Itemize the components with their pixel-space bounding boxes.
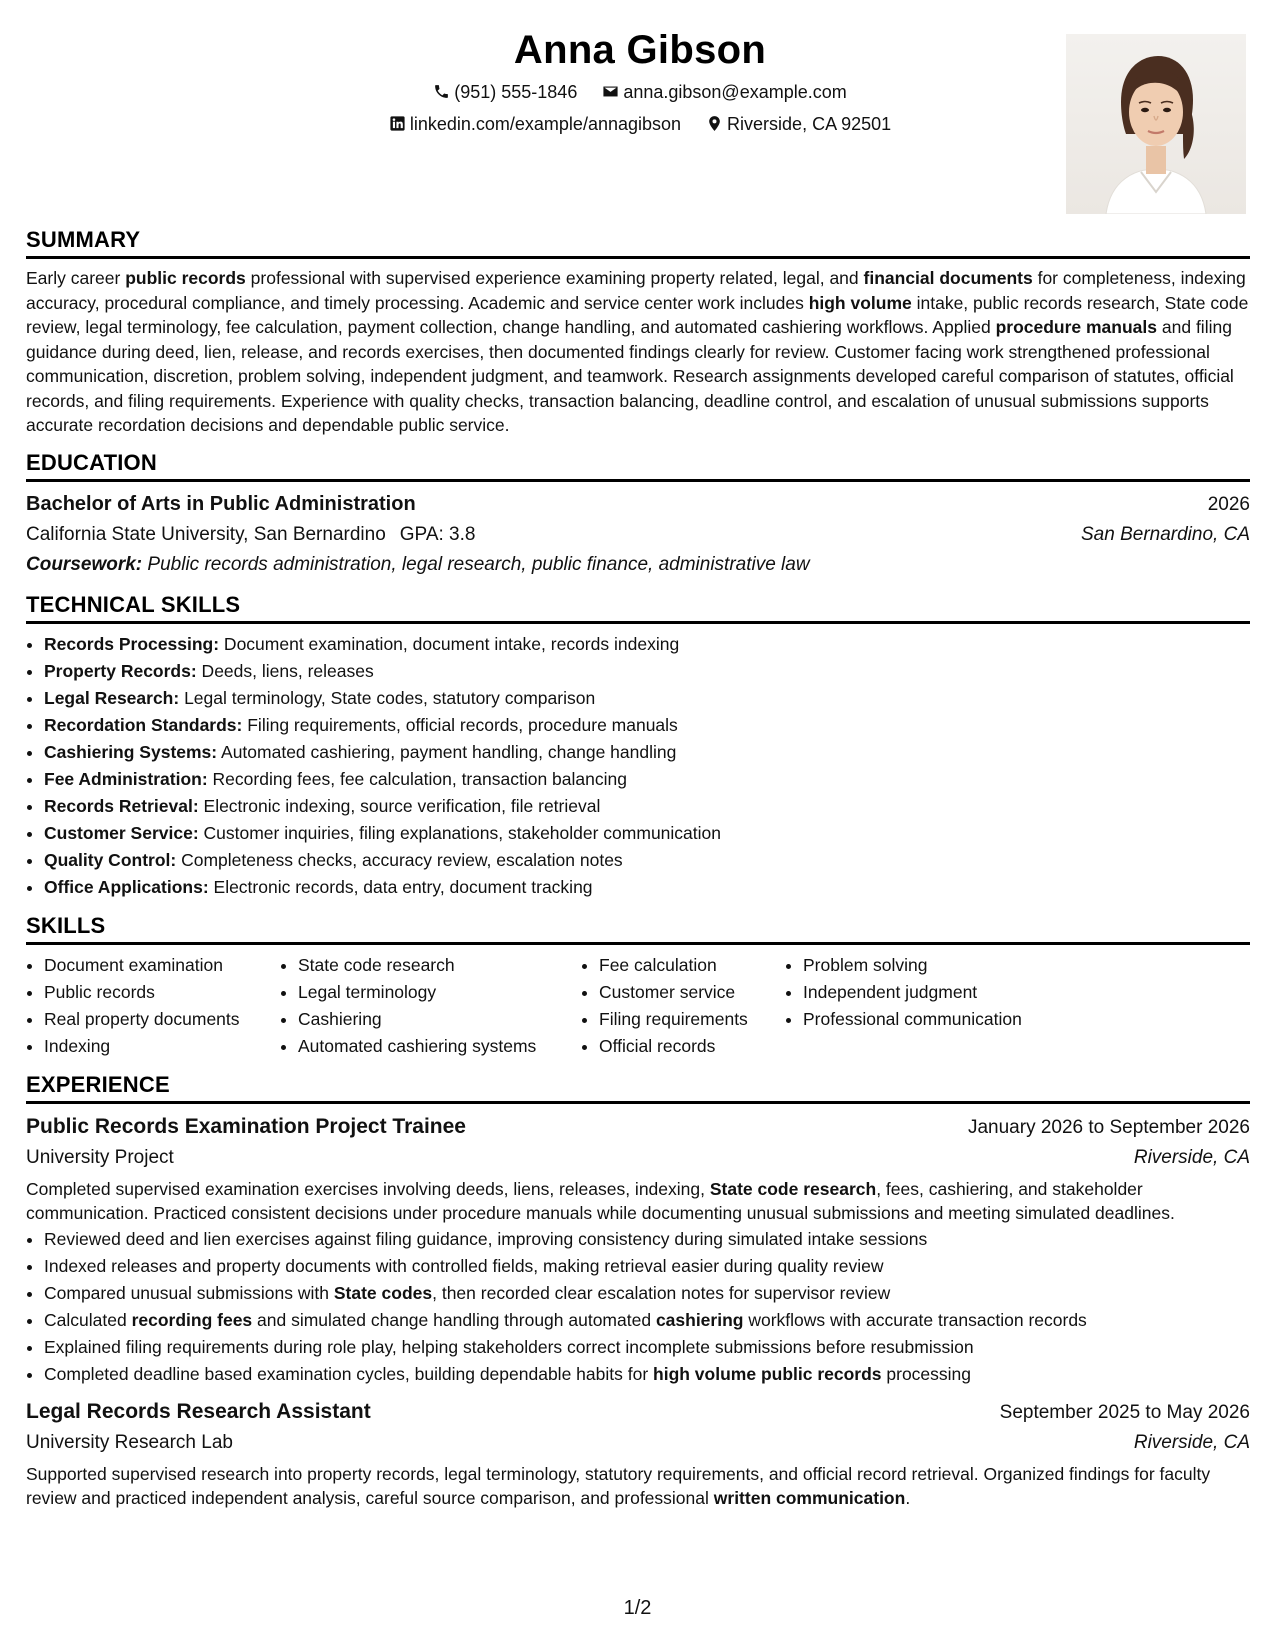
bullet-highlight: high volume public records (653, 1363, 882, 1384)
list-item (44, 1253, 1250, 1280)
coursework-label: Coursework: (26, 553, 143, 575)
school-info (26, 520, 475, 550)
skill-details: Filing requirements, official records, procedure manuals (242, 714, 678, 735)
list-item (44, 739, 1250, 766)
skill-category: Legal Research: (44, 687, 180, 708)
education-heading: EDUCATION (26, 448, 1250, 482)
list-item (44, 766, 1250, 793)
list-item (44, 685, 1250, 712)
list-item: • Legal terminology (298, 979, 581, 1006)
skill-details: Electronic records, data entry, document tracking (208, 876, 593, 897)
location-text: Riverside, CA 92501 (727, 114, 892, 134)
list-item: • Cashiering (298, 1006, 581, 1033)
summary-text-part: intake, public records research, State code review, legal terminology, fee calculation, payment collection, change handling, and automated cashiering workflows. Applied (26, 292, 1249, 337)
list-item: • Public records (44, 979, 280, 1006)
skill-details: Customer inquiries, filing explanations, stakeholder communication (198, 822, 721, 843)
list-item (44, 1334, 1250, 1361)
technical-skills-heading: TECHNICAL SKILLS (26, 590, 1250, 624)
resume-body (26, 225, 1250, 1521)
location-contact (706, 112, 891, 136)
email-contact[interactable] (602, 80, 846, 104)
list-item: • Indexing (44, 1033, 280, 1060)
job-org-row (26, 1428, 1250, 1458)
education-section (26, 448, 1250, 580)
bullet-text: , then recorded clear escalation notes for supervisor review (432, 1282, 891, 1303)
bullet-text: Completed deadline based examination cycles, building dependable habits for (44, 1363, 654, 1384)
bullet-highlight: cashiering (655, 1309, 744, 1330)
skill-details: Completeness checks, accuracy review, escalation notes (176, 849, 623, 870)
list-item (44, 1226, 1250, 1253)
summary-highlight: financial documents (863, 268, 1033, 288)
summary-section (26, 225, 1250, 438)
job-location: Riverside, CA (1133, 1146, 1250, 1168)
skill-details: Electronic indexing, source verification, file retrieval (198, 795, 601, 816)
phone-number: (951) 555-1846 (454, 82, 578, 102)
skill-details: Legal terminology, State codes, statutory comparison (179, 687, 596, 708)
skills-column (26, 952, 280, 1060)
list-item (44, 793, 1250, 820)
job-org-row (26, 1143, 1250, 1173)
skill-category: Fee Administration: (44, 768, 208, 789)
skill-category: Cashiering Systems: (44, 741, 218, 762)
bullet-text: Explained filing requirements during role play, helping stakeholders correct incomplete submissions before resubmission (44, 1336, 974, 1357)
list-item: • Problem solving (803, 952, 1083, 979)
skill-details: Recording fees, fee calculation, transaction balancing (207, 768, 627, 789)
list-item (44, 1307, 1250, 1334)
coursework-list: Public records administration, legal research, public finance, administrative law (142, 553, 810, 575)
bullet-text: workflows with accurate transaction records (743, 1309, 1087, 1330)
skills-column (280, 952, 581, 1060)
list-item: • Professional communication (803, 1006, 1083, 1033)
page-number: 1/2 (623, 1597, 652, 1619)
list-item: • Document examination (44, 952, 280, 979)
job-description-part: Supported supervised research into property records, legal terminology, statutory requirements, and official record retrieval. Organized findings for faculty review and practiced independent analysis, careful source comparison, and professional (26, 1463, 1211, 1508)
list-item: • Customer service (599, 979, 785, 1006)
linkedin-icon (389, 115, 406, 132)
summary-text (26, 266, 1250, 438)
job-achievements (26, 1226, 1250, 1388)
list-item (44, 847, 1250, 874)
list-item (44, 631, 1250, 658)
skill-category: Records Processing: (44, 633, 220, 654)
job-description-part: , fees, cashiering, and stakeholder communication. Practiced consistent decisions under procedure manuals while documenting unusual submissions and meeting simulated deadlines. (26, 1178, 1175, 1223)
envelope-icon (602, 83, 619, 100)
skills-column (785, 952, 1083, 1060)
list-item (44, 1361, 1250, 1388)
experience-entry (26, 1111, 1250, 1388)
list-item: • State code research (298, 952, 581, 979)
skill-details: Automated cashiering, payment handling, change handling (217, 741, 677, 762)
phone-contact (433, 80, 577, 104)
skill-category: Office Applications: (44, 876, 209, 897)
bullet-text: Reviewed deed and lien exercises against filing guidance, improving consistency during simulated intake sessions (44, 1228, 928, 1249)
summary-highlight: procedure manuals (995, 317, 1158, 337)
phone-icon (433, 83, 450, 100)
list-item (44, 820, 1250, 847)
job-description-part: . (905, 1488, 911, 1508)
job-title-row (26, 1396, 1250, 1428)
email-address[interactable]: anna.gibson@example.com (623, 82, 847, 102)
profile-photo (1066, 34, 1246, 214)
experience-entry (26, 1396, 1250, 1511)
job-location: Riverside, CA (1133, 1431, 1250, 1453)
list-item (44, 712, 1250, 739)
bullet-text: processing (881, 1363, 972, 1384)
list-item: • Real property documents (44, 1006, 280, 1033)
education-degree-row (26, 489, 1250, 520)
linkedin-contact[interactable] (389, 112, 681, 136)
summary-text-part: and filing guidance during deed, lien, release, and records exercises, then documented findings clearly for review. Customer facing work strengthened professional communication, discretion, problem solving, independent judgment, and teamwork. Research assignments developed careful comparison of statutes, official records, and filing requirements. Experience with quality checks, transaction balancing, deadline control, and escalation of unusual submissions supports accurate recordation decisions and dependable public service. (26, 317, 1234, 435)
bullet-highlight: recording fees (131, 1309, 253, 1330)
list-item: • Independent judgment (803, 979, 1083, 1006)
skill-category: Quality Control: (44, 849, 177, 870)
job-description-highlight: written communication (713, 1488, 906, 1508)
job-dates: September 2025 to May 2026 (999, 1401, 1250, 1423)
skill-category: Customer Service: (44, 822, 199, 843)
skill-category: Recordation Standards: (44, 714, 243, 735)
graduation-year: 2026 (1207, 493, 1250, 515)
school-name: California State University, San Bernardino (26, 523, 386, 545)
skill-category: Property Records: (44, 660, 197, 681)
summary-text-part: Early career (26, 268, 126, 288)
bullet-text: Calculated (44, 1309, 132, 1330)
degree-title: Bachelor of Arts in Public Administration (26, 492, 416, 515)
school-location: San Bernardino, CA (1081, 523, 1250, 545)
job-description-part: Completed supervised examination exercises involving deeds, liens, releases, indexing, (26, 1178, 710, 1199)
list-item (44, 1280, 1250, 1307)
skill-category: Records Retrieval: (44, 795, 199, 816)
bullet-text: and simulated change handling through automated (252, 1309, 656, 1330)
coursework (26, 550, 1250, 580)
job-title: Public Records Examination Project Trainee (26, 1114, 466, 1138)
job-organization: University Research Lab (26, 1431, 233, 1453)
job-title: Legal Records Research Assistant (26, 1399, 371, 1423)
gpa: GPA: 3.8 (399, 523, 476, 545)
technical-skills-list (26, 631, 1250, 901)
education-school-row (26, 520, 1250, 550)
skills-section (26, 911, 1250, 1060)
experience-heading: EXPERIENCE (26, 1070, 1250, 1104)
job-description-highlight: State code research (709, 1178, 877, 1199)
list-item: • Fee calculation (599, 952, 785, 979)
list-item (44, 658, 1250, 685)
job-description (26, 1462, 1250, 1511)
resume-header (26, 22, 1254, 222)
list-item: • Automated cashiering systems (298, 1033, 581, 1060)
skills-grid (26, 952, 1250, 1060)
list-item: • Official records (599, 1033, 785, 1060)
summary-text-part: for completeness, indexing accuracy, procedural compliance, and timely processing. Academic and service center work includes (26, 268, 1246, 313)
summary-heading: SUMMARY (26, 225, 1250, 259)
summary-text-part: professional with supervised experience examining property related, legal, and (245, 268, 864, 288)
summary-highlight: high volume (808, 292, 912, 313)
job-dates: January 2026 to September 2026 (967, 1116, 1250, 1138)
technical-skills-section (26, 590, 1250, 901)
skills-heading: SKILLS (26, 911, 1250, 945)
list-item: • Filing requirements (599, 1006, 785, 1033)
bullet-text: Indexed releases and property documents with controlled fields, making retrieval easier during quality review (44, 1255, 884, 1276)
job-organization: University Project (26, 1146, 174, 1168)
candidate-name: Anna Gibson (513, 28, 767, 72)
experience-section (26, 1070, 1250, 1511)
portrait-illustration (1066, 34, 1246, 214)
summary-highlight: public records (125, 268, 246, 288)
linkedin-url[interactable]: linkedin.com/example/annagibson (409, 114, 682, 134)
skill-details: Document examination, document intake, records indexing (219, 633, 680, 654)
job-description (26, 1177, 1250, 1226)
map-pin-icon (706, 115, 723, 132)
list-item (44, 874, 1250, 901)
skill-details: Deeds, liens, releases (196, 660, 374, 681)
bullet-highlight: State codes (333, 1282, 433, 1303)
skills-column (581, 952, 785, 1060)
job-title-row (26, 1111, 1250, 1143)
bullet-text: Compared unusual submissions with (44, 1282, 334, 1303)
